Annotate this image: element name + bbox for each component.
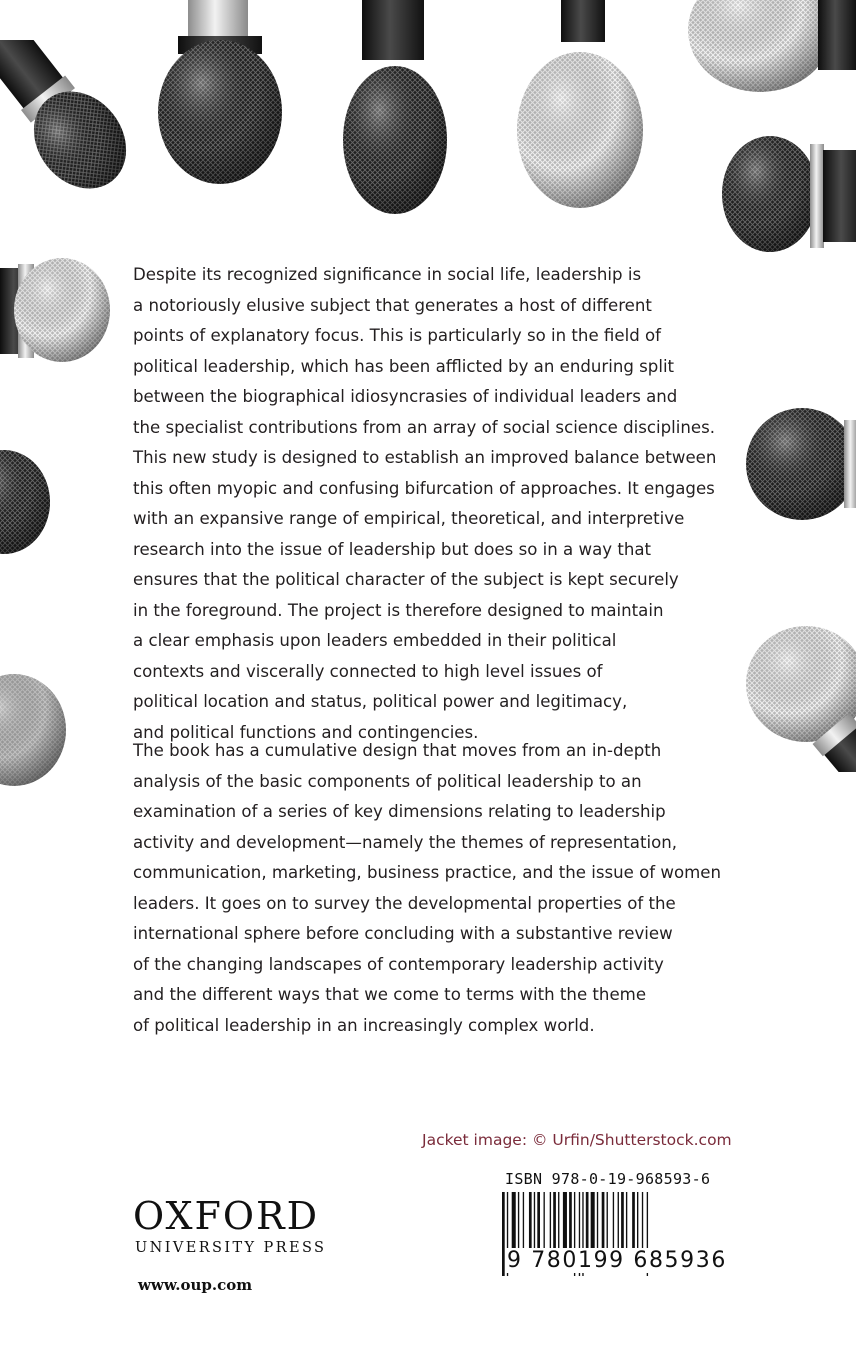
jacket-image-credit: Jacket image: © Urfin/Shutterstock.com: [422, 1131, 732, 1149]
microphone-icon: [740, 404, 856, 524]
blurb-paragraph-1: [133, 260, 717, 748]
barcode-bar: [621, 1192, 624, 1256]
microphone-icon: [0, 448, 52, 556]
barcode-bar: [632, 1192, 635, 1256]
barcode-bar: [518, 1192, 519, 1256]
barcode-bar: [544, 1192, 545, 1256]
publisher-subname: UNIVERSITY PRESS: [135, 1240, 327, 1256]
barcode-number: 9 780199 685936: [507, 1248, 727, 1273]
blurb-line: in the foreground. The project is therefore designed to maintain: [133, 600, 664, 620]
microphone-icon: [0, 672, 70, 790]
blurb-line: points of explanatory focus. This is particularly so in the field of: [133, 326, 662, 345]
blurb-line: international sphere before concluding with a substantive review: [133, 924, 673, 943]
blurb-line: this often myopic and confusing bifurcation of approaches. It engages: [133, 478, 715, 498]
isbn-label: ISBN 978-0-19-968593-6: [505, 1170, 711, 1188]
barcode-bar: [586, 1192, 589, 1256]
blurb-line: This new study is designed to establish an improved balance between: [133, 448, 717, 467]
blurb-line: and the different ways that we come to terms with the theme: [133, 985, 647, 1004]
barcode-bar: [607, 1192, 608, 1256]
barcode-bar: [597, 1192, 598, 1256]
blurb-line: contexts and viscerally connected to high level issues of: [133, 661, 603, 681]
blurb-line: political leadership, which has been afflicted by an enduring split: [133, 356, 675, 376]
blurb-line: between the biographical idiosyncrasies of individual leaders and: [133, 387, 678, 406]
microphone-icon: [0, 40, 160, 240]
blurb-line: The book has a cumulative design that moves from an in-depth: [133, 741, 662, 760]
microphone-icon: [515, 0, 645, 210]
barcode-bar: [613, 1192, 614, 1256]
publisher-name: OXFORD: [133, 1194, 320, 1238]
barcode-bar: [537, 1192, 540, 1256]
blurb-paragraph-2: [133, 736, 722, 1041]
blurb-line: activity and development—namely the themes of representation,: [133, 832, 678, 852]
blurb-line: a clear emphasis upon leaders embedded in their political: [133, 631, 617, 650]
blurb-line: Despite its recognized significance in social life, leadership is: [133, 265, 642, 284]
publisher-website: www.oup.com: [138, 1276, 253, 1294]
blurb-line: and political functions and contingencies.: [133, 722, 479, 742]
blurb-line: research into the issue of leadership but does so in a way that: [133, 539, 652, 559]
blurb-line: communication, marketing, business practice, and the issue of women: [133, 863, 722, 882]
blurb-line: of the changing landscapes of contemporary leadership activity: [133, 954, 664, 974]
barcode-bar: [591, 1192, 595, 1256]
microphone-icon: [715, 132, 856, 257]
barcode-bar: [529, 1192, 532, 1256]
blurb-line: analysis of the basic components of political leadership to an: [133, 771, 642, 791]
blurb-line: a notoriously elusive subject that generates a host of different: [133, 295, 652, 315]
microphone-icon: [158, 0, 298, 190]
barcode-bar: [642, 1192, 643, 1256]
blurb-line: examination of a series of key dimensions relating to leadership: [133, 802, 666, 821]
barcode-bar: [512, 1192, 516, 1256]
barcode-bar: [626, 1192, 627, 1256]
barcode-bar: [618, 1192, 619, 1256]
barcode-bar: [553, 1192, 556, 1256]
barcode-bar: [550, 1192, 551, 1256]
blurb-line: leaders. It goes on to survey the developmental properties of the: [133, 893, 676, 913]
microphone-icon: [340, 0, 452, 220]
barcode-bar: [602, 1192, 605, 1256]
barcode-bar: [523, 1192, 524, 1256]
blurb-line: of political leadership in an increasingly complex world.: [133, 1015, 595, 1035]
blurb-line: political location and status, political power and legitimacy,: [133, 692, 628, 711]
blurb-line: ensures that the political character of the subject is kept securely: [133, 570, 679, 589]
microphone-icon: [688, 0, 856, 100]
microphone-icon: [0, 258, 112, 366]
barcode-bar: [569, 1192, 572, 1256]
microphone-icon: [742, 618, 856, 772]
blurb-line: with an expansive range of empirical, theoretical, and interpretive: [133, 509, 685, 528]
barcode-bar: [563, 1192, 567, 1256]
blurb-line: the specialist contributions from an array of social science disciplines.: [133, 417, 716, 437]
barcode-bar: [534, 1192, 535, 1256]
barcode-bar: [558, 1192, 559, 1256]
barcode-bar: [637, 1192, 638, 1256]
